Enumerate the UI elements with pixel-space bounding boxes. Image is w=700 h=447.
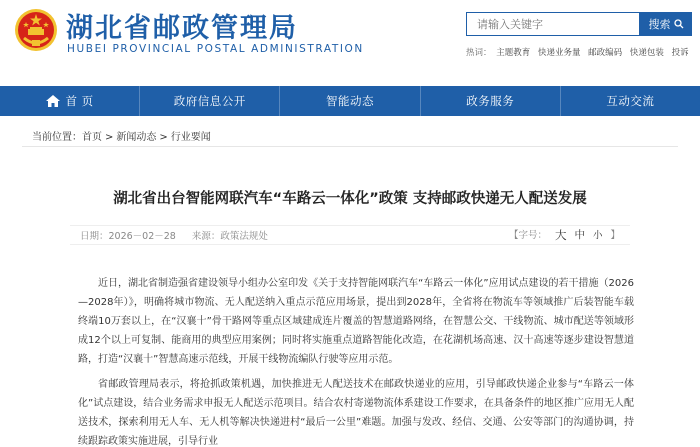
font-size-medium-button[interactable]: 中 — [574, 229, 585, 241]
nav-item-label: 政府信息公开 — [173, 94, 246, 108]
hot-words — [466, 46, 694, 58]
nav-item-label: 互动交流 — [606, 94, 655, 108]
article-body — [78, 274, 634, 447]
article-meta — [70, 225, 630, 245]
hot-word-link[interactable]: 快递业务量 — [537, 48, 581, 58]
site-title-en: HUBEI PROVINCIAL POSTAL ADMINISTRATION — [67, 43, 364, 55]
nav-item-label: 首 页 — [65, 94, 94, 108]
nav-item-interaction[interactable] — [561, 86, 700, 116]
breadcrumb-link-news[interactable]: 新闻动态 — [116, 132, 157, 143]
site-title[interactable]: 湖北省邮政管理局 — [66, 13, 298, 44]
breadcrumb-label: 当前位置： — [32, 132, 82, 143]
font-size-close: 】 — [610, 230, 620, 241]
article-title: 湖北省出台智能网联汽车“车路云一体化”政策 支持邮政快递无人配送发展 — [113, 191, 587, 207]
breadcrumb-separator: > — [105, 132, 114, 143]
home-icon — [46, 95, 60, 107]
nav-item-services[interactable] — [421, 86, 561, 116]
hot-word-link[interactable]: 投诉 — [671, 48, 689, 58]
font-size-switcher — [509, 227, 620, 243]
article-paragraph: 近日，湖北省制造强省建设领导小组办公室印发《关于支持智能网联汽车“车路云一体化”应用试点建设的若干措施（2026—2028年）》，明确将城市物流、无人配送纳入重点示范应用场景，提出到2028年，全省将在物流车等领域推广后装智能车载终端10万套以上，在“汉襄十”骨干路网等重点区域建成连片覆盖的智慧道路网络，在智慧公交、干线物流、城市配送等领域形成12个以上可复制、能商用的典型应用案例；同时将实施重点道路智能化改造，在花湖机场高速、汉十高速等逐步建设智慧道路，打造“汉襄十”智慧高速示范线，开展干线物流编队行驶等应用示范。 — [78, 278, 634, 365]
nav-item-label: 政务服务 — [466, 94, 515, 108]
font-size-small-button[interactable]: 小 — [592, 230, 603, 241]
breadcrumb-link-industry[interactable]: 行业要闻 — [170, 132, 211, 143]
article-source: 来源：政策法规处 — [191, 231, 268, 242]
nav-item-news[interactable] — [280, 86, 420, 116]
national-emblem-icon — [14, 8, 58, 52]
search-icon — [674, 19, 684, 29]
hot-words-label: 热词： — [466, 48, 492, 58]
article-date: 日期：2026－02－28 — [80, 231, 176, 242]
nav-item-gov-info[interactable] — [140, 86, 280, 116]
nav-item-home[interactable] — [0, 86, 140, 116]
font-size-large-button[interactable]: 大 — [554, 228, 567, 242]
breadcrumb-link-home[interactable]: 首页 — [82, 132, 102, 143]
article-paragraph: 省邮政管理局表示，将抢抓政策机遇，加快推进无人配送技术在邮政快递业的应用，引导邮政快递企业参与“车路云一体化”试点建设，结合业务需求申报无人配送示范项目。结合农村寄递物流体系建设工作要求，在具备条件的地区推广应用无人配送技术，探索利用无人车、无人机等解决快递进村“最后一公里”难题。加强与发改、经信、交通、公安等部门的沟通协调，持续跟踪政策实施进展，引导行业 — [78, 379, 634, 447]
search-input[interactable] — [466, 12, 640, 36]
site-header — [0, 0, 700, 86]
breadcrumb — [32, 128, 211, 143]
search-button[interactable] — [640, 12, 692, 36]
main-nav — [0, 86, 700, 116]
hot-word-link[interactable]: 主题教育 — [496, 48, 531, 58]
font-size-label: 【字号： — [508, 230, 547, 241]
hot-word-link[interactable]: 快递包装 — [629, 48, 664, 58]
search-button-label: 搜索 — [648, 19, 671, 31]
hot-word-link[interactable]: 邮政编码 — [588, 48, 623, 58]
nav-item-label: 智能动态 — [326, 94, 374, 108]
breadcrumb-separator: > — [159, 132, 168, 143]
divider — [22, 146, 678, 147]
